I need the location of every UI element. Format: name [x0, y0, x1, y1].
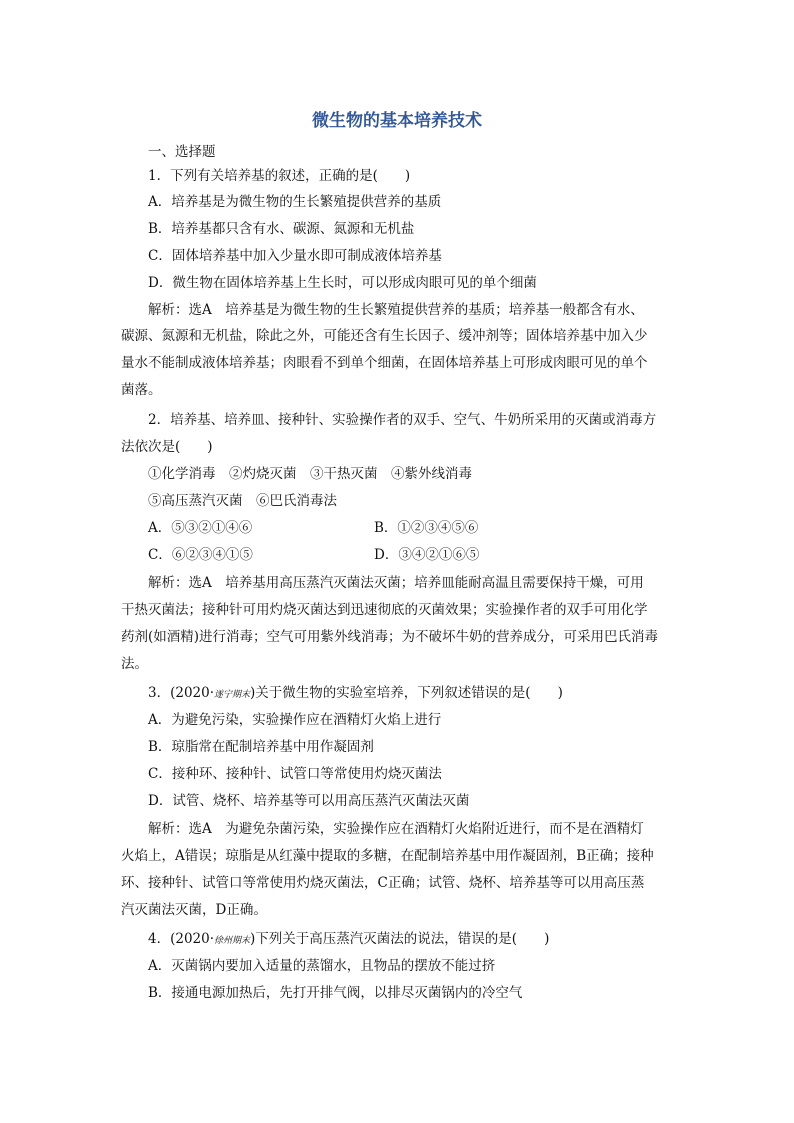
q1-option-a: A．培养基是为微生物的生长繁殖提供营养的基质: [148, 194, 442, 210]
q3-number: 3．(2020·: [148, 685, 215, 701]
q2-option-c: C．⑥②③④①⑤: [148, 547, 253, 563]
q4-stem: [148, 929, 549, 951]
q1-option-c: C．固体培养基中加入少量水即可制成液体培养基: [148, 248, 442, 264]
q3-stem-text: )关于微生物的实验室培养，下列叙述错误的是( ): [250, 685, 563, 701]
q2-explanation-line: 药剂(如酒精)进行消毒；空气可用紫外线消毒；为不破坏牛奶的营养成分，可采用巴氏消毒: [121, 629, 659, 645]
q4-source: 徐州期末: [214, 936, 251, 946]
section-heading: 一、选择题: [148, 144, 216, 160]
q4-option-b: B．接通电源加热后，先打开排气阀，以排尽灭菌锅内的冷空气: [148, 985, 523, 1001]
q1-explanation-line: 碳源、氮源和无机盐，除此之外，可能还含有生长因子、缓冲剂等；固体培养基中加入少: [121, 328, 648, 344]
q1-explanation-line: 菌落。: [121, 382, 162, 398]
q1-option-b: B．培养基都只含有水、碳源、氮源和无机盐: [148, 221, 415, 237]
q4-number: 4．(2020·: [148, 931, 215, 947]
page-title: 微生物的基本培养技术: [312, 111, 482, 131]
q3-source: 遂宁期末: [214, 690, 251, 700]
q3-explanation-line: 解析：选A 为避免杂菌污染，实验操作应在酒精灯火焰附近进行，而不是在酒精灯: [148, 821, 644, 837]
q3-option-a: A．为避免污染，实验操作应在酒精灯火焰上进行: [148, 712, 442, 728]
q1-stem: 1．下列有关培养基的叙述，正确的是( ): [148, 168, 411, 184]
q3-option-c: C．接种环、接种针、试管口等常使用灼烧灭菌法: [148, 766, 442, 782]
q1-explanation-line: 量水不能制成液体培养基；肉眼看不到单个细菌，在固体培养基上可形成肉眼可见的单个: [121, 355, 648, 371]
q2-stem-line: 2．培养基、培养皿、接种针、实验操作者的双手、空气、牛奶所采用的灭菌或消毒方: [148, 412, 657, 428]
q2-method-list: ①化学消毒 ②灼烧灭菌 ③干热灭菌 ④紫外线消毒: [148, 466, 472, 482]
q3-stem: [148, 683, 563, 705]
q2-option-a: A．⑤③②①④⑥: [148, 520, 253, 536]
q1-option-d: D．微生物在固体培养基上生长时，可以形成肉眼可见的单个细菌: [148, 275, 537, 291]
q4-stem-text: )下列关于高压蒸汽灭菌法的说法，错误的是( ): [250, 931, 550, 947]
q3-option-b: B．琼脂常在配制培养基中用作凝固剂: [148, 739, 374, 755]
q3-explanation-line: 火焰上，A错误；琼脂是从红藻中提取的多糖，在配制培养基中用作凝固剂，B正确；接种: [121, 848, 654, 864]
q2-explanation-line: 解析：选A 培养基用高压蒸汽灭菌法灭菌；培养皿能耐高温且需要保持干燥，可用: [148, 575, 644, 591]
q2-option-b: B．①②③④⑤⑥: [374, 520, 479, 536]
q2-explanation-line: 法。: [121, 656, 148, 672]
q2-explanation-line: 干热灭菌法；接种针可用灼烧灭菌达到迅速彻底的灭菌效果；实验操作者的双手可用化学: [121, 602, 648, 618]
q3-explanation-line: 环、接种针、试管口等常使用灼烧灭菌法，C正确；试管、烧杯、培养基等可以用高压蒸: [121, 875, 645, 891]
q2-option-d: D．③④②①⑥⑤: [374, 547, 480, 563]
q3-option-d: D．试管、烧杯、培养基等可以用高压蒸汽灭菌法灭菌: [148, 793, 470, 809]
q1-explanation-line: 解析：选A 培养基是为微生物的生长繁殖提供营养的基质；培养基一般都含有水、: [148, 302, 644, 318]
q3-explanation-line: 汽灭菌法灭菌，D正确。: [121, 902, 267, 918]
q2-stem-line: 法依次是( ): [121, 439, 213, 455]
q2-method-list: ⑤高压蒸汽灭菌 ⑥巴氏消毒法: [148, 493, 337, 509]
q4-option-a: A．灭菌锅内要加入适量的蒸馏水，且物品的摆放不能过挤: [148, 958, 496, 974]
